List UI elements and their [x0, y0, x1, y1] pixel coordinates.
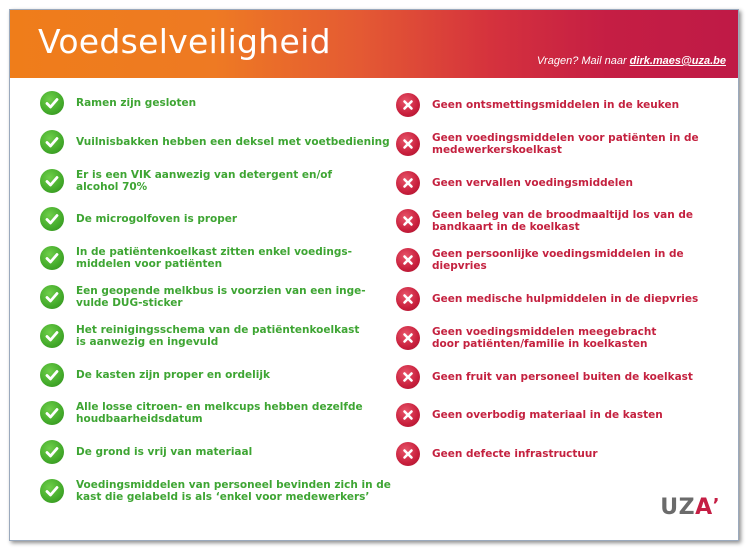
- slide: [9, 9, 739, 541]
- list-item-text: [76, 446, 252, 458]
- list-item-text: [432, 293, 698, 305]
- list-item-line: Geen fruit van personeel buiten de koelkast: [432, 370, 693, 383]
- list-item-line: Er is een VIK aanwezig van detergent en/of: [76, 168, 333, 181]
- header-banner: [10, 10, 738, 78]
- list-item: [40, 169, 332, 193]
- list-item-text: [76, 246, 352, 270]
- list-item-text: [76, 136, 390, 148]
- list-item-line: medewerkerskoelkast: [432, 143, 562, 156]
- list-item: [40, 285, 366, 309]
- list-item-text: [432, 248, 684, 272]
- list-item-text: [76, 285, 366, 309]
- cross-icon: [396, 287, 420, 311]
- list-item-line: Alle losse citroen- en melkcups hebben dezelfde: [76, 401, 363, 414]
- cross-icon: [396, 171, 420, 195]
- list-item: [396, 442, 598, 466]
- list-item-text: [76, 369, 270, 381]
- list-item-text: [76, 213, 237, 225]
- check-icon: [40, 324, 64, 348]
- check-icon: [40, 440, 64, 464]
- list-item-text: [432, 371, 693, 383]
- list-item-line: is aanwezig en ingevuld: [76, 335, 219, 348]
- cross-icon: [396, 365, 420, 389]
- check-icon: [40, 285, 64, 309]
- list-item-line: middelen voor patiënten: [76, 258, 223, 271]
- logo-text-accent: A: [695, 495, 713, 520]
- list-item-line: In de patiëntenkoelkast zitten enkel voedings-: [76, 246, 352, 259]
- list-item: [396, 326, 656, 350]
- uza-logo: [660, 495, 720, 520]
- list-item-line: De grond is vrij van materiaal: [76, 446, 253, 459]
- list-item-line: De microgolfoven is proper: [76, 213, 238, 226]
- list-item: [396, 93, 679, 117]
- cross-icon: [396, 248, 420, 272]
- page-title: Voedselveiligheid: [38, 22, 331, 61]
- list-item-line: Voedingsmiddelen van personeel bevinden zich in de: [76, 479, 391, 491]
- list-item: [396, 287, 698, 311]
- list-item: [396, 365, 693, 389]
- check-icon: [40, 91, 64, 115]
- contact-email-link[interactable]: dirk.maes@uza.be: [629, 55, 726, 67]
- list-item-text: [76, 97, 196, 109]
- list-item: [40, 130, 390, 154]
- list-item-line: Geen beleg van de broodmaaltijd los van de: [432, 209, 694, 222]
- cross-icon: [396, 132, 420, 156]
- list-item-line: Geen defecte infrastructuur: [432, 448, 598, 461]
- list-item: [396, 248, 684, 272]
- list-item-text: [432, 99, 679, 111]
- list-item: [396, 403, 663, 427]
- list-item-line: Geen ontsmettingsmiddelen in de keuken: [432, 99, 680, 111]
- list-item-line: Het reinigingsschema van de patiëntenkoelkast: [76, 323, 360, 336]
- list-item-line: Geen medische hulpmiddelen in de diepvries: [432, 293, 699, 305]
- check-icon: [40, 130, 64, 154]
- cross-icon: [396, 209, 420, 233]
- list-item-line: Geen voedingsmiddelen meegebracht: [432, 325, 657, 338]
- list-item-line: Geen overbodig materiaal in de kasten: [432, 409, 663, 422]
- check-icon: [40, 363, 64, 387]
- list-item: [396, 209, 693, 233]
- list-item-text: [432, 209, 693, 233]
- list-item: [40, 401, 363, 425]
- check-icon: [40, 246, 64, 270]
- list-item: [396, 132, 699, 156]
- logo-text-main: UZ: [660, 495, 696, 520]
- list-item-line: houdbaarheidsdatum: [76, 413, 203, 426]
- check-icon: [40, 479, 64, 503]
- list-item-line: Geen vervallen voedingsmiddelen: [432, 176, 633, 189]
- list-item-text: [432, 177, 633, 189]
- list-item-line: De kasten zijn proper en ordelijk: [76, 368, 270, 381]
- list-item-line: alcohol 70%: [76, 180, 148, 193]
- cross-icon: [396, 442, 420, 466]
- list-item-line: Geen persoonlijke voedingsmiddelen in de: [432, 248, 684, 261]
- cross-icon: [396, 326, 420, 350]
- cross-icon: [396, 93, 420, 117]
- list-item-line: kast die gelabeld is als ‘enkel voor medewerkers’: [76, 491, 370, 503]
- list-item-line: Ramen zijn gesloten: [76, 97, 197, 109]
- contact-text: [537, 55, 726, 67]
- list-item-text: [432, 409, 663, 421]
- list-item-text: [432, 132, 699, 156]
- check-icon: [40, 169, 64, 193]
- list-item: [40, 207, 237, 231]
- list-item: [40, 246, 352, 270]
- list-item: [396, 171, 633, 195]
- list-item-text: [76, 169, 332, 193]
- cross-icon: [396, 403, 420, 427]
- check-icon: [40, 207, 64, 231]
- list-item-line: door patiënten/familie in koelkasten: [432, 337, 648, 350]
- list-item: [40, 91, 196, 115]
- list-item: [40, 324, 359, 348]
- check-icon: [40, 401, 64, 425]
- list-item-text: [76, 324, 359, 348]
- list-item-text: [432, 448, 598, 460]
- list-item: [40, 440, 252, 464]
- contact-prefix: Vragen? Mail naar: [536, 55, 630, 67]
- list-item-line: Een geopende melkbus is voorzien van een inge-: [76, 285, 366, 297]
- list-item-line: Geen voedingsmiddelen voor patiënten in de: [432, 131, 699, 144]
- list-item-line: diepvries: [432, 260, 487, 273]
- logo-tick: ’: [712, 495, 720, 516]
- list-item-text: [432, 326, 656, 350]
- list-item-text: [76, 479, 391, 503]
- list-item-line: vulde DUG-sticker: [76, 297, 183, 309]
- list-item: [40, 479, 391, 503]
- list-item-line: Vuilnisbakken hebben een deksel met voetbediening: [76, 135, 390, 148]
- list-item-line: bandkaart in de koelkast: [432, 221, 580, 234]
- list-item-text: [76, 401, 363, 425]
- list-item: [40, 363, 270, 387]
